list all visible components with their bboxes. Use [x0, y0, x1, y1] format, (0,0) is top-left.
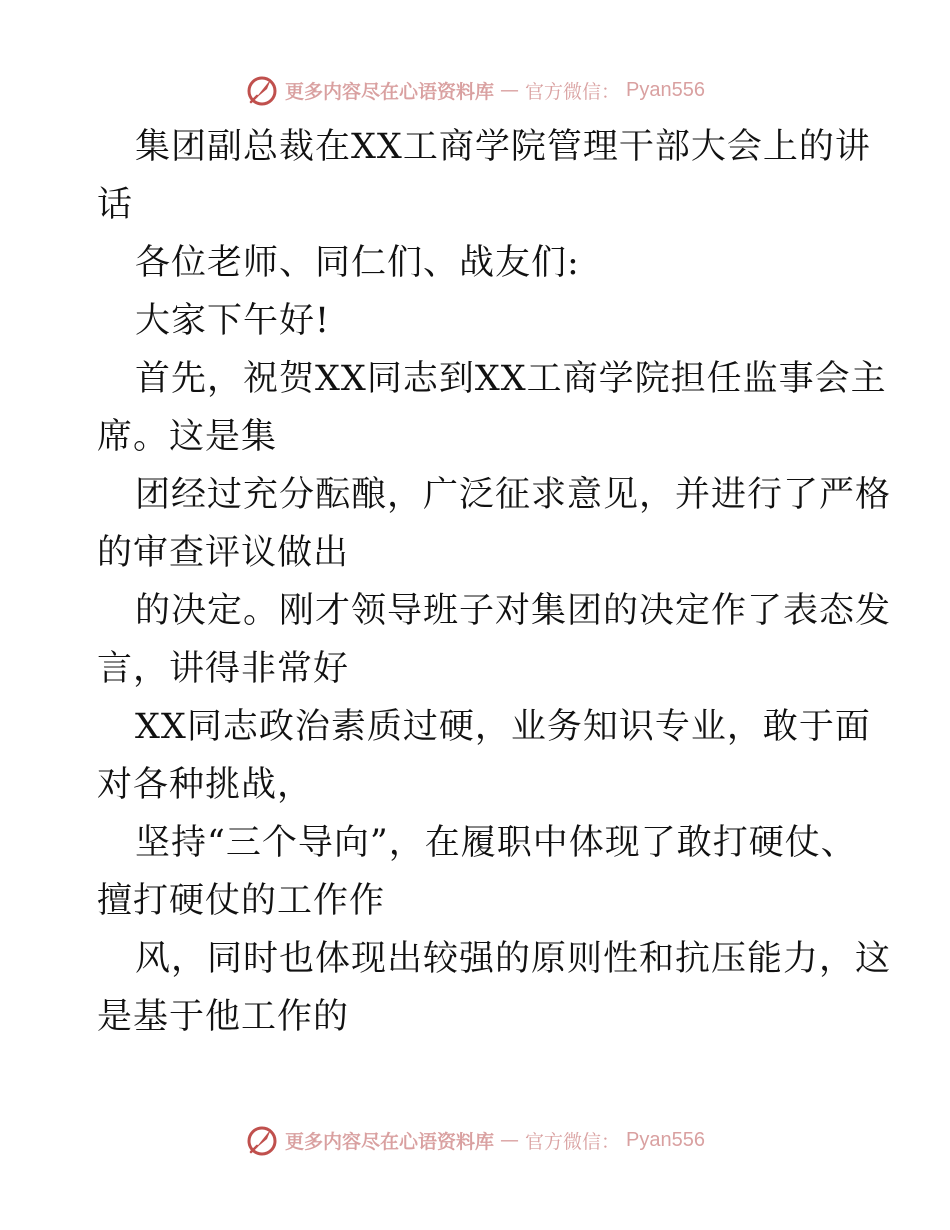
paragraph-line: 言，讲得非常好: [97, 649, 350, 689]
title-line-1: 集团副总裁在XX工商学院管理干部大会上的讲: [135, 127, 871, 167]
watermark-dash: —: [500, 79, 520, 101]
watermark-site-text: 更多内容尽在心语资料库: [285, 80, 495, 103]
paragraph-line: 的决定。刚才领导班子对集团的决定作了表态发: [135, 591, 892, 631]
watermark-site-text: 更多内容尽在心语资料库: [285, 1130, 495, 1153]
paragraph-line: 风，同时也体现出较强的原则性和抗压能力，这: [135, 939, 892, 979]
watermark-wechat-id: Pyan556: [626, 1128, 705, 1151]
document-body: [97, 118, 892, 1046]
feather-pen-logo-icon: [245, 1123, 279, 1157]
footer-watermark: [0, 1120, 950, 1160]
watermark-dash: —: [500, 1129, 520, 1151]
paragraph-line: 擅打硬仗的工作作: [97, 881, 386, 921]
paragraph-line: 是基于他工作的: [97, 997, 350, 1037]
greeting-line: 大家下午好!: [135, 301, 331, 341]
feather-pen-logo-icon: [245, 73, 279, 107]
watermark-wechat-label: 官方微信：: [525, 80, 621, 103]
paragraph-line: 坚持“三个导向”，在履职中体现了敢打硬仗、: [135, 823, 857, 863]
salutation-line: 各位老师、同仁们、战友们:: [135, 243, 580, 283]
title-line-2: 话: [97, 185, 134, 225]
paragraph-line: 团经过充分酝酿，广泛征求意见，并进行了严格: [135, 475, 892, 515]
paragraph-line: 席。这是集: [97, 417, 278, 457]
paragraph-line: XX同志政治素质过硬，业务知识专业，敢于面: [135, 707, 871, 747]
watermark-wechat-id: Pyan556: [626, 78, 705, 101]
paragraph-line: 的审查评议做出: [97, 533, 350, 573]
paragraph-line: 对各种挑战，: [97, 765, 314, 805]
watermark-wechat-label: 官方微信：: [525, 1130, 621, 1153]
paragraph-line: 首先，祝贺XX同志到XX工商学院担任监事会主: [135, 359, 887, 399]
header-watermark: [0, 70, 950, 110]
